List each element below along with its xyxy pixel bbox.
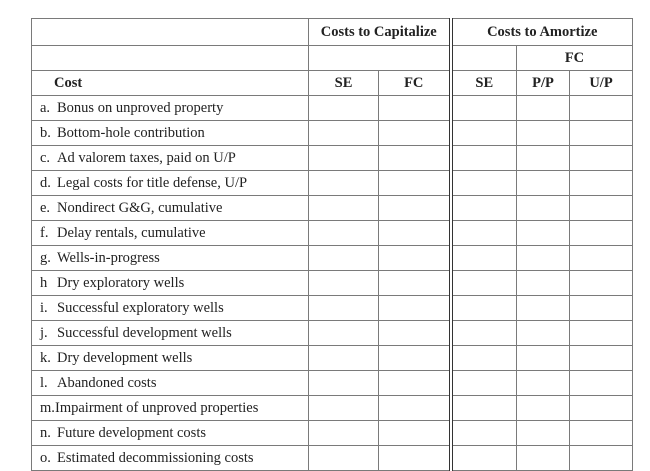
table-row xyxy=(32,396,633,421)
amortize-pp-header: P/P xyxy=(517,71,570,96)
row-letter: i. xyxy=(40,299,48,316)
row-label: Dry development wells xyxy=(57,349,193,366)
empty-header-cell xyxy=(309,46,451,71)
table-row xyxy=(32,171,633,196)
amortize-up-cell[interactable] xyxy=(570,371,633,396)
capitalize-se-cell[interactable] xyxy=(309,346,379,371)
amortize-pp-cell[interactable] xyxy=(517,371,570,396)
row-label: Wells-in-progress xyxy=(57,249,160,266)
cost-label-cell xyxy=(32,346,309,371)
capitalize-fc-cell[interactable] xyxy=(379,446,451,471)
table-row xyxy=(32,346,633,371)
capitalize-se-cell[interactable] xyxy=(309,421,379,446)
cost-classification-table xyxy=(31,18,633,471)
row-letter: m. xyxy=(40,399,55,416)
capitalize-fc-cell[interactable] xyxy=(379,121,451,146)
table-row xyxy=(32,421,633,446)
cost-column-header: Cost xyxy=(32,71,309,96)
capitalize-se-cell[interactable] xyxy=(309,396,379,421)
amortize-se-cell[interactable] xyxy=(451,121,517,146)
amortize-se-cell[interactable] xyxy=(451,371,517,396)
capitalize-se-cell[interactable] xyxy=(309,221,379,246)
capitalize-fc-cell[interactable] xyxy=(379,146,451,171)
amortize-se-cell[interactable] xyxy=(451,146,517,171)
cost-label-cell xyxy=(32,96,309,121)
capitalize-fc-cell[interactable] xyxy=(379,171,451,196)
amortize-up-cell[interactable] xyxy=(570,96,633,121)
amortize-up-cell[interactable] xyxy=(570,446,633,471)
amortize-up-cell[interactable] xyxy=(570,121,633,146)
amortize-se-cell[interactable] xyxy=(451,321,517,346)
amortize-up-cell[interactable] xyxy=(570,421,633,446)
cost-label-cell xyxy=(32,446,309,471)
row-label: Bottom-hole contribution xyxy=(57,124,205,141)
capitalize-fc-cell[interactable] xyxy=(379,271,451,296)
table-row xyxy=(32,271,633,296)
empty-header-cell xyxy=(32,19,309,46)
table-row xyxy=(32,321,633,346)
capitalize-fc-cell[interactable] xyxy=(379,396,451,421)
amortize-se-header: SE xyxy=(451,71,517,96)
table-row xyxy=(32,296,633,321)
cost-label-cell xyxy=(32,121,309,146)
row-label: Dry exploratory wells xyxy=(57,274,185,291)
row-letter: k. xyxy=(40,349,51,366)
cost-label-cell xyxy=(32,421,309,446)
amortize-pp-cell[interactable] xyxy=(517,296,570,321)
amortize-up-cell[interactable] xyxy=(570,321,633,346)
amortize-pp-cell[interactable] xyxy=(517,421,570,446)
cost-label-cell xyxy=(32,171,309,196)
costs-to-capitalize-header: Costs to Capitalize xyxy=(309,19,451,46)
capitalize-fc-cell[interactable] xyxy=(379,196,451,221)
costs-to-amortize-header: Costs to Amortize xyxy=(451,19,633,46)
row-letter: c. xyxy=(40,149,51,166)
amortize-pp-cell[interactable] xyxy=(517,321,570,346)
amortize-up-cell[interactable] xyxy=(570,396,633,421)
amortize-pp-cell[interactable] xyxy=(517,396,570,421)
row-label: Future development costs xyxy=(57,424,207,441)
cost-label-cell xyxy=(32,321,309,346)
row-letter: g. xyxy=(40,249,51,266)
cost-label-cell xyxy=(32,221,309,246)
capitalize-se-cell[interactable] xyxy=(309,171,379,196)
row-letter: l. xyxy=(40,374,48,391)
row-letter: b. xyxy=(40,124,51,141)
capitalize-fc-cell[interactable] xyxy=(379,246,451,271)
row-letter: f. xyxy=(40,224,49,241)
capitalize-fc-cell[interactable] xyxy=(379,221,451,246)
row-label: Legal costs for title defense, U/P xyxy=(57,174,248,191)
amortize-se-cell[interactable] xyxy=(451,196,517,221)
amortize-fc-header: FC xyxy=(517,46,633,71)
amortize-up-cell[interactable] xyxy=(570,146,633,171)
row-label: Delay rentals, cumulative xyxy=(57,224,206,241)
cost-label-cell xyxy=(32,371,309,396)
amortize-up-cell[interactable] xyxy=(570,346,633,371)
amortize-pp-cell[interactable] xyxy=(517,96,570,121)
table-row xyxy=(32,146,633,171)
table-row xyxy=(32,371,633,396)
table-row xyxy=(32,446,633,471)
capitalize-fc-header: FC xyxy=(379,71,451,96)
capitalize-se-cell[interactable] xyxy=(309,246,379,271)
amortize-up-header: U/P xyxy=(570,71,633,96)
capitalize-fc-cell[interactable] xyxy=(379,321,451,346)
amortize-pp-cell[interactable] xyxy=(517,271,570,296)
cost-label-cell xyxy=(32,396,309,421)
capitalize-se-cell[interactable] xyxy=(309,371,379,396)
amortize-pp-cell[interactable] xyxy=(517,146,570,171)
amortize-pp-cell[interactable] xyxy=(517,246,570,271)
row-letter: n. xyxy=(40,424,51,441)
capitalize-fc-cell[interactable] xyxy=(379,96,451,121)
amortize-se-cell[interactable] xyxy=(451,396,517,421)
capitalize-se-cell[interactable] xyxy=(309,196,379,221)
amortize-se-cell[interactable] xyxy=(451,446,517,471)
amortize-up-cell[interactable] xyxy=(570,171,633,196)
row-label: Nondirect G&G, cumulative xyxy=(57,199,223,216)
cost-label-cell xyxy=(32,271,309,296)
amortize-pp-cell[interactable] xyxy=(517,221,570,246)
subgroup-header-row xyxy=(32,46,633,71)
amortize-se-cell[interactable] xyxy=(451,296,517,321)
row-letter: e. xyxy=(40,199,51,216)
row-letter: j. xyxy=(40,324,48,341)
capitalize-se-header: SE xyxy=(309,71,379,96)
capitalize-fc-cell[interactable] xyxy=(379,421,451,446)
amortize-up-cell[interactable] xyxy=(570,246,633,271)
empty-header-cell xyxy=(32,46,309,71)
row-label: Bonus on unproved property xyxy=(57,99,224,116)
table-row xyxy=(32,96,633,121)
capitalize-se-cell[interactable] xyxy=(309,96,379,121)
amortize-pp-cell[interactable] xyxy=(517,121,570,146)
empty-header-cell xyxy=(451,46,517,71)
row-label: Estimated decommissioning costs xyxy=(57,449,254,466)
amortize-se-cell[interactable] xyxy=(451,221,517,246)
amortize-se-cell[interactable] xyxy=(451,171,517,196)
capitalize-se-cell[interactable] xyxy=(309,271,379,296)
capitalize-fc-cell[interactable] xyxy=(379,296,451,321)
amortize-up-cell[interactable] xyxy=(570,271,633,296)
cost-label-cell xyxy=(32,296,309,321)
amortize-pp-cell[interactable] xyxy=(517,446,570,471)
table-row xyxy=(32,196,633,221)
row-label: Successful development wells xyxy=(57,324,232,341)
row-label: Successful exploratory wells xyxy=(57,299,224,316)
amortize-pp-cell[interactable] xyxy=(517,171,570,196)
table-row xyxy=(32,121,633,146)
column-header-row xyxy=(32,71,633,96)
row-label: Ad valorem taxes, paid on U/P xyxy=(57,149,236,166)
amortize-up-cell[interactable] xyxy=(570,196,633,221)
capitalize-fc-cell[interactable] xyxy=(379,346,451,371)
row-letter: o. xyxy=(40,449,51,466)
row-label: Abandoned costs xyxy=(57,374,157,391)
cost-label-cell xyxy=(32,146,309,171)
capitalize-fc-cell[interactable] xyxy=(379,371,451,396)
row-letter: a. xyxy=(40,99,51,116)
amortize-se-cell[interactable] xyxy=(451,421,517,446)
cost-label-cell xyxy=(32,246,309,271)
cost-label-cell xyxy=(32,196,309,221)
table-row xyxy=(32,221,633,246)
amortize-pp-cell[interactable] xyxy=(517,346,570,371)
amortize-se-cell[interactable] xyxy=(451,96,517,121)
capitalize-se-cell[interactable] xyxy=(309,446,379,471)
row-label: Impairment of unproved properties xyxy=(55,399,259,416)
group-header-row xyxy=(32,19,633,46)
row-letter: d. xyxy=(40,174,51,191)
amortize-up-cell[interactable] xyxy=(570,296,633,321)
capitalize-se-cell[interactable] xyxy=(309,121,379,146)
table-row xyxy=(32,246,633,271)
capitalize-se-cell[interactable] xyxy=(309,321,379,346)
amortize-pp-cell[interactable] xyxy=(517,196,570,221)
capitalize-se-cell[interactable] xyxy=(309,146,379,171)
amortize-se-cell[interactable] xyxy=(451,271,517,296)
amortize-up-cell[interactable] xyxy=(570,221,633,246)
row-letter: h xyxy=(40,274,48,291)
capitalize-se-cell[interactable] xyxy=(309,296,379,321)
amortize-se-cell[interactable] xyxy=(451,246,517,271)
amortize-se-cell[interactable] xyxy=(451,346,517,371)
